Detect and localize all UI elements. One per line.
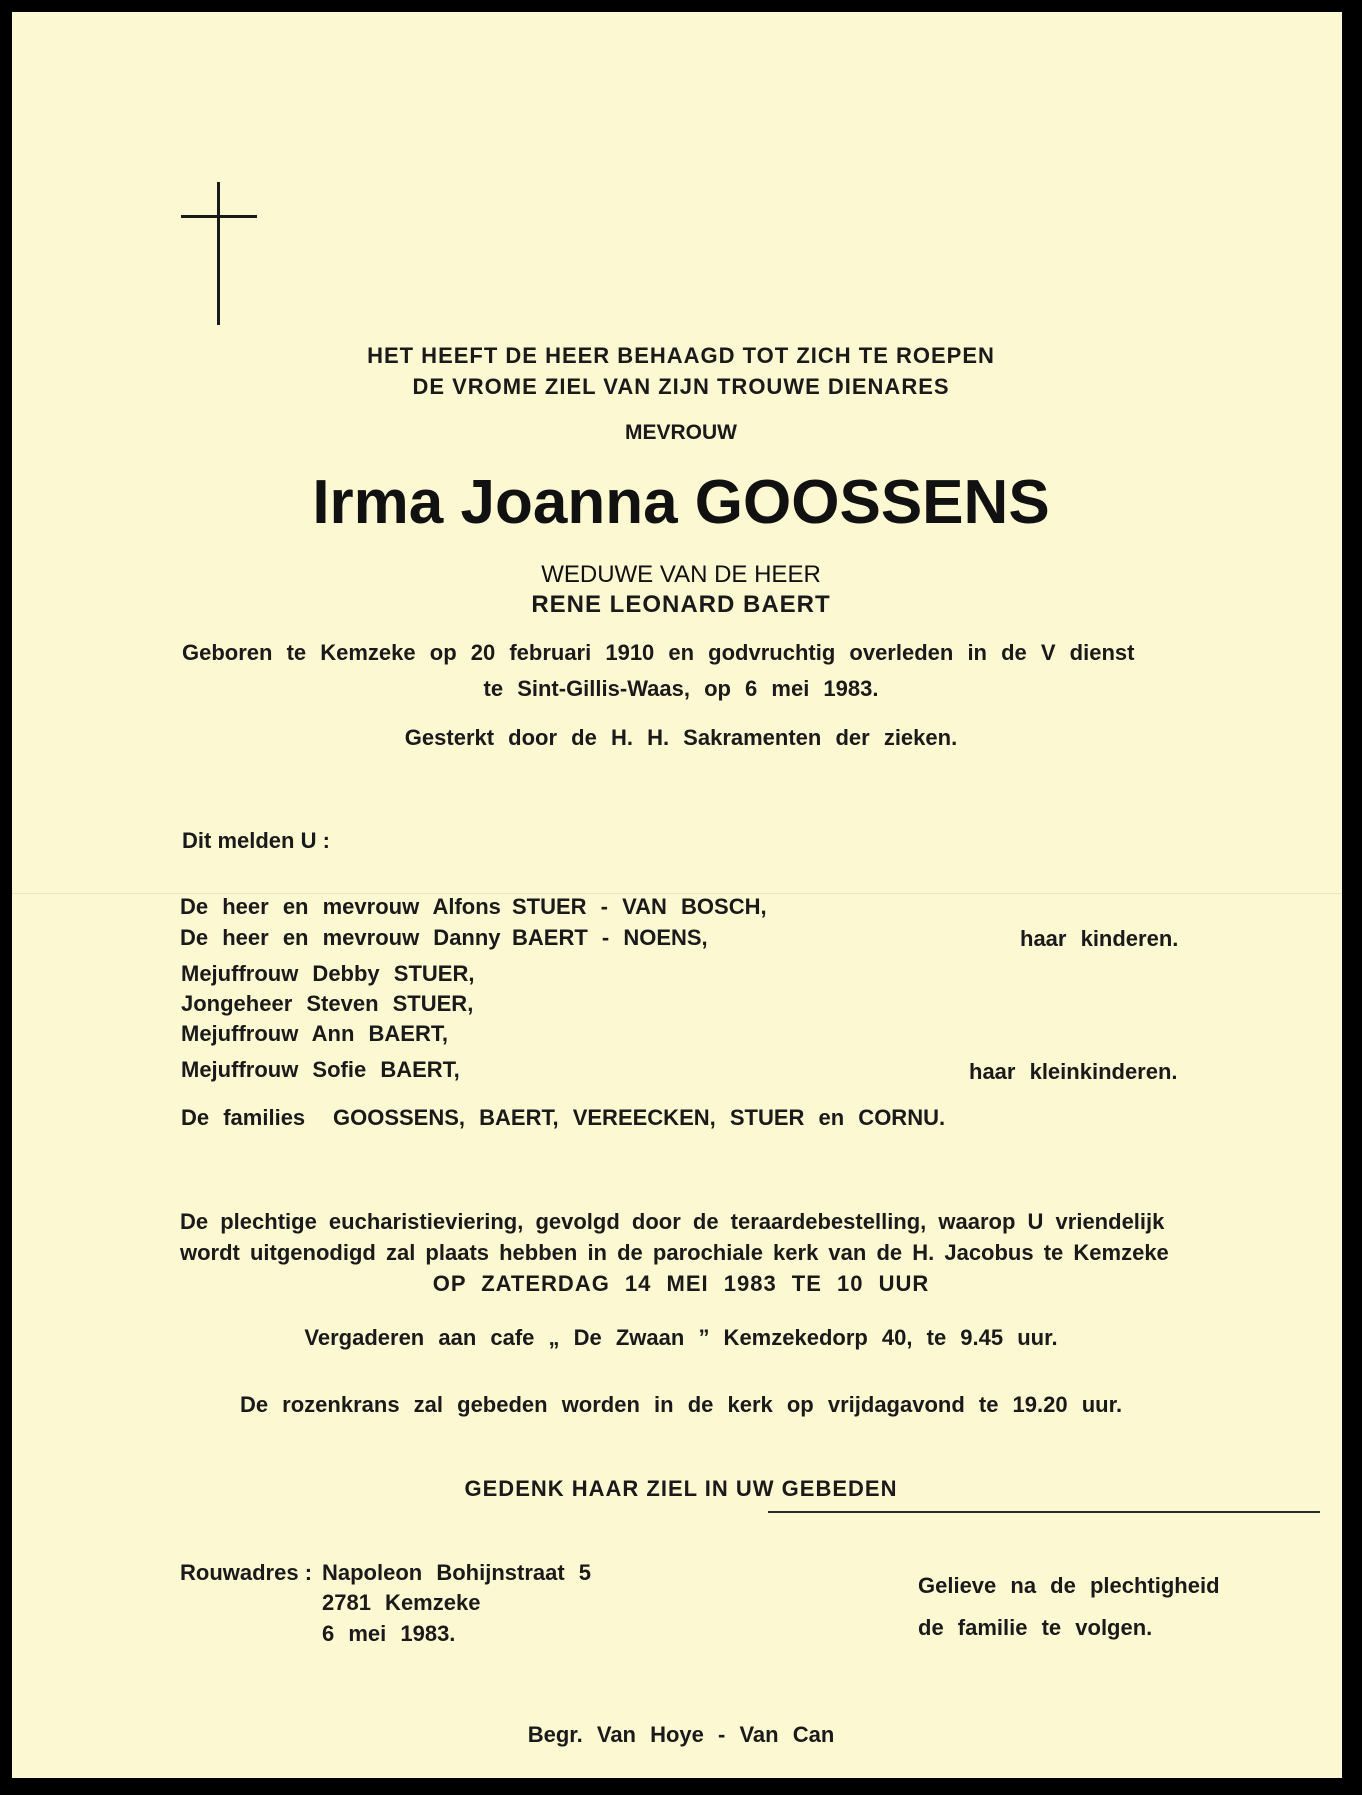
remember-line: GEDENK HAAR ZIEL IN UW GEBEDEN bbox=[464, 1476, 898, 1501]
intro-line-2: DE VROME ZIEL VAN ZIJN TROUWE DIENARES bbox=[412, 374, 950, 399]
widow-line-1: WEDUWE VAN DE HEER bbox=[541, 561, 821, 588]
rosary-line: De rozenkrans zal gebeden worden in de kerk op vrijdagavond te 19.20 uur. bbox=[239, 1392, 1123, 1417]
child-1-prefix: De heer en mevrouw Alfons bbox=[180, 894, 501, 919]
grandchildren-label: haar kleinkinderen. bbox=[969, 1059, 1178, 1084]
address-label: Rouwadres : bbox=[180, 1560, 313, 1585]
families-names: GOOSSENS, BAERT, VEREECKEN, STUER en CORNU. bbox=[333, 1105, 946, 1130]
meeting-line: Vergaderen aan cafe „ De Zwaan ” Kemzekedorp 40, te 9.45 uur. bbox=[304, 1325, 1058, 1350]
ceremony-line-2: wordt uitgenodigd zal plaats hebben in de parochiale kerk van de H. Jacobus te Kemzeke bbox=[180, 1240, 1169, 1265]
deceased-name: Irma Joanna GOOSSENS bbox=[312, 468, 1050, 537]
child-2-surname: BAERT - NOENS, bbox=[512, 925, 708, 950]
child-1-surname: STUER - VAN BOSCH, bbox=[512, 894, 767, 919]
address-street: Napoleon Bohijnstraat 5 bbox=[322, 1560, 592, 1585]
address-city: 2781 Kemzeke bbox=[322, 1590, 481, 1615]
children-label: haar kinderen. bbox=[1020, 926, 1179, 951]
ceremony-date: OP ZATERDAG 14 MEI 1983 TE 10 UUR bbox=[432, 1271, 930, 1296]
grandchild-4: Mejuffrouw Sofie BAERT, bbox=[181, 1057, 460, 1082]
follow-note-line-1: Gelieve na de plechtigheid bbox=[918, 1573, 1220, 1598]
sacraments-line: Gesterkt door de H. H. Sakramenten der zieken. bbox=[404, 725, 958, 750]
address-date: 6 mei 1983. bbox=[322, 1621, 456, 1646]
child-2-prefix: De heer en mevrouw Danny bbox=[180, 925, 501, 950]
remember-underline bbox=[768, 1511, 1320, 1513]
cross-icon-bar bbox=[181, 215, 257, 218]
grandchild-1: Mejuffrouw Debby STUER, bbox=[181, 961, 475, 986]
widow-line-2: RENE LEONARD BAERT bbox=[531, 591, 831, 618]
follow-note-line-2: de familie te volgen. bbox=[918, 1615, 1153, 1640]
ceremony-line-1: De plechtige eucharistieviering, gevolgd door de teraardebestelling, waarop U vriendelijk bbox=[180, 1209, 1165, 1234]
announce-label: Dit melden U : bbox=[182, 828, 330, 853]
intro-line-1: HET HEEFT DE HEER BEHAAGD TOT ZICH TE ROEPEN bbox=[367, 343, 995, 368]
birth-death-line-1: Geboren te Kemzeke op 20 februari 1910 en godvruchtig overleden in de V dienst bbox=[182, 640, 1135, 665]
cross-icon bbox=[217, 182, 220, 325]
grandchild-3: Mejuffrouw Ann BAERT, bbox=[181, 1021, 448, 1046]
title-prefix: MEVROUW bbox=[625, 421, 737, 444]
families-prefix: De families bbox=[181, 1105, 306, 1130]
undertaker-line: Begr. Van Hoye - Van Can bbox=[527, 1722, 835, 1747]
birth-death-line-2: te Sint-Gillis-Waas, op 6 mei 1983. bbox=[483, 676, 879, 701]
grandchild-2: Jongeheer Steven STUER, bbox=[181, 991, 474, 1016]
